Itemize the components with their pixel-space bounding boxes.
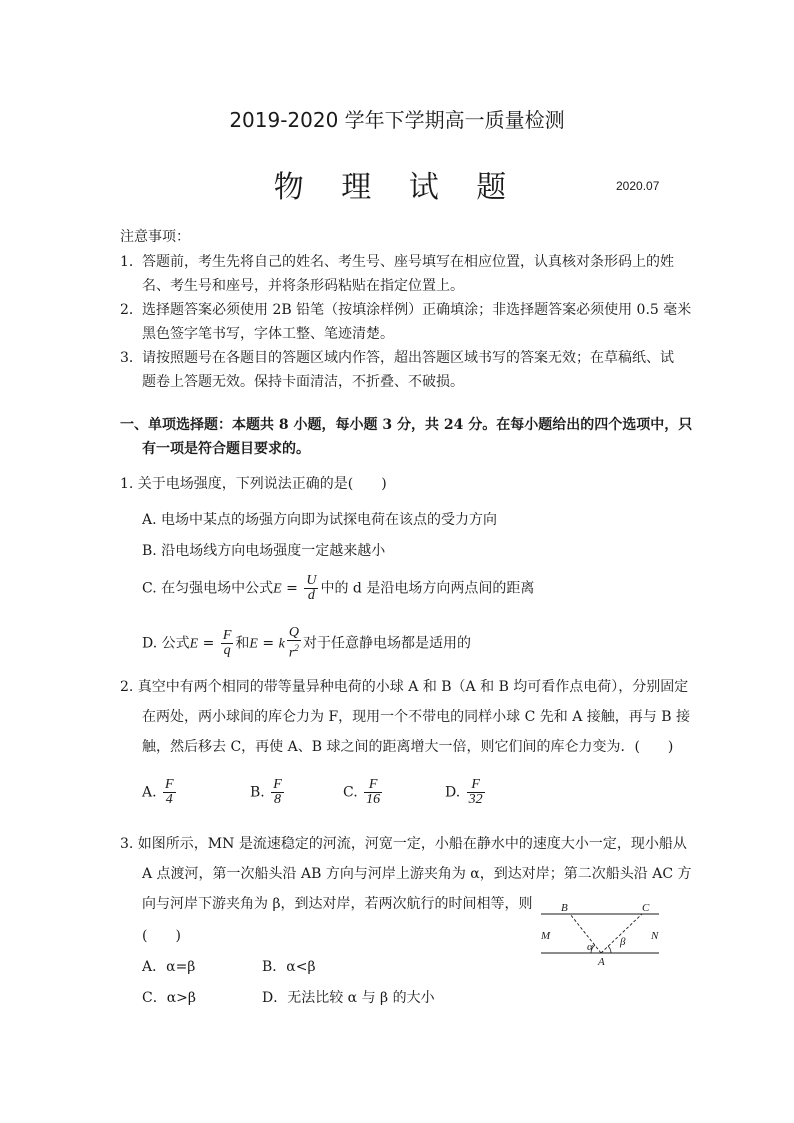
q1-stem: 1. 关于电场强度，下列说法正确的是( ): [120, 476, 387, 492]
q1-d-fraction-1: [221, 629, 234, 658]
q2-option-b: [250, 778, 286, 807]
label-a: A: [598, 956, 605, 968]
notice-1-number: 1．: [120, 254, 143, 270]
q2-line-2: 在两处，两小球间的库仑力为 F，现用一个不带电的同样小球 C 先和 A 接触，再与 B 接: [142, 709, 690, 725]
q1-option-b: B. 沿电场线方向电场强度一定越来越小: [142, 543, 386, 559]
q1-option-d-suffix: 对于任意静电场都是适用的: [302, 635, 471, 652]
notice-2-line-1: 选择题答案必须使用 2B 铅笔（按填涂样例）正确填涂；非选择题答案必须使用 0.5 毫米: [142, 302, 692, 318]
q3-option-c: C．α>β: [142, 990, 196, 1006]
q1-d-fraction-2: [287, 626, 301, 661]
q3-line-4: ( ): [142, 928, 181, 944]
section-1-heading-line-2: 有一项是符合题目要求的。: [142, 441, 310, 457]
q1-d-numerator-2: Q: [288, 625, 299, 640]
label-m: M: [541, 930, 551, 942]
subject-title: 物 理 试 题: [273, 170, 521, 205]
q1-option-c: [142, 574, 534, 603]
q3-option-d: D．无法比较 α 与 β 的大小: [262, 990, 435, 1006]
q2-option-c: [343, 778, 384, 807]
q1-d-denominator-base: r: [288, 645, 295, 661]
q1-option-c-suffix: 中的 d 是沿电场方向两点间的距离: [320, 580, 535, 597]
exam-date: 2020.07: [616, 179, 660, 193]
q1-c-fraction: [304, 574, 318, 603]
q3-option-a: A．α=β: [142, 959, 196, 975]
notice-2-number: 2．: [120, 302, 143, 318]
q1-d-numerator-1: F: [222, 627, 232, 643]
q2-line-1: 2. 真空中有两个相同的带等量异种电荷的小球 A 和 B（A 和 B 均可看作点电荷），分别固定: [120, 679, 689, 695]
notice-3-number: 3．: [120, 350, 143, 366]
q2-option-d: [445, 778, 487, 807]
notice-1-line-1: 答题前，考生先将自己的姓名、考生号、座号填写在相应位置，认真核对条形码上的姓: [142, 254, 674, 270]
q1-option-d-formula-2: E = k $\frac{Q}{r^2}$: [249, 625, 299, 661]
q2-option-c-label: C.: [343, 784, 358, 801]
q1-d-denominator-exponent: 2: [294, 643, 299, 653]
q2-option-b-denominator: 8: [271, 792, 284, 807]
q2-option-c-numerator: F: [368, 777, 378, 792]
path-ab-line: [570, 914, 601, 953]
q2-option-d-fraction: [467, 778, 485, 807]
notice-3-line-1: 请按照题号在各题目的答题区域内作答，超出答题区域书写的答案无效；在草稿纸、试: [142, 350, 674, 366]
q2-option-b-fraction: [271, 778, 284, 807]
notice-2-line-2: 黑色签字笔书写，字体工整、笔迹清楚。: [142, 326, 394, 342]
q1-d-denominator-1: q: [221, 643, 234, 658]
q2-option-d-denominator: 32: [468, 792, 483, 807]
section-1-heading-line-1: 一、单项选择题：本题共 8 小题，每小题 3 分，共 24 分。在每小题给出的四个选项中，只: [120, 417, 693, 433]
q2-line-3: 触，然后移去 C，再使 A、B 球之间的距离增大一倍，则它们间的库仑力变为．( ): [142, 739, 674, 755]
q2-option-a-numerator: F: [165, 777, 174, 792]
q1-option-d-mid: 和: [235, 635, 250, 652]
notice-3-line-2: 题卷上答题无效。保持卡面清洁，不折叠、不破损。: [142, 374, 464, 390]
q1-d-denominator-2: [287, 640, 301, 661]
q2-option-b-numerator: F: [273, 777, 282, 792]
q2-option-b-label: B.: [250, 784, 265, 801]
exam-title: 2019-2020 学年下学期高一质量检测: [229, 108, 565, 132]
q2-option-d-numerator: F: [471, 777, 480, 792]
q1-option-c-prefix: C. 在匀强电场中公式: [142, 580, 274, 597]
notices-heading: 注意事项：: [120, 229, 190, 245]
q2-option-d-label: D.: [445, 784, 461, 801]
q1-d-lhs-1: E: [189, 636, 199, 652]
notice-1-line-2: 名、考生号和座号，并将条形码粘贴在指定位置上。: [142, 278, 464, 294]
river-crossing-figure: [534, 898, 664, 968]
q1-option-d-prefix: D. 公式: [142, 635, 190, 652]
q1-c-numerator: U: [306, 573, 317, 588]
q2-option-a-denominator: 4: [163, 792, 176, 807]
q1-option-a: A. 电场中某点的场强方向即为试探电荷在该点的受力方向: [142, 512, 498, 528]
q1-c-denominator: d: [304, 588, 318, 603]
q1-d-lhs-2: E: [249, 636, 258, 652]
beta-arc: [608, 946, 611, 953]
label-c: C: [642, 902, 650, 914]
q1-c-lhs: E: [273, 581, 282, 597]
q2-option-c-fraction: [364, 778, 382, 807]
q1-option-d-formula-1: E = $\frac{F}{q}$: [189, 627, 232, 658]
q3-line-2: A 点渡河，第一次船头沿 AB 方向与河岸上游夹角为 α，到达对岸；第二次船头沿 AC 方: [142, 866, 692, 882]
q2-option-a: [142, 778, 178, 807]
q3-option-b: B．α<β: [262, 959, 316, 975]
label-b: B: [561, 902, 568, 914]
label-n: N: [651, 930, 659, 942]
q1-option-c-formula: E = $\frac{U}{d}$: [273, 573, 317, 603]
q3-line-1: 3. 如图所示，MN 是流速稳定的河流，河宽一定，小船在静水中的速度大小一定，现小船从: [120, 836, 687, 852]
q1-d-constant: k: [278, 636, 285, 652]
q2-option-c-denominator: 16: [366, 792, 381, 807]
q1-option-d: [142, 626, 471, 661]
q3-line-3: 向与河岸下游夹角为 β，到达对岸，若两次航行的时间相等，则: [142, 896, 533, 912]
q2-option-a-fraction: [163, 778, 176, 807]
label-beta: β: [620, 936, 626, 948]
label-alpha: α: [587, 941, 593, 953]
q2-option-a-label: A.: [142, 784, 157, 801]
